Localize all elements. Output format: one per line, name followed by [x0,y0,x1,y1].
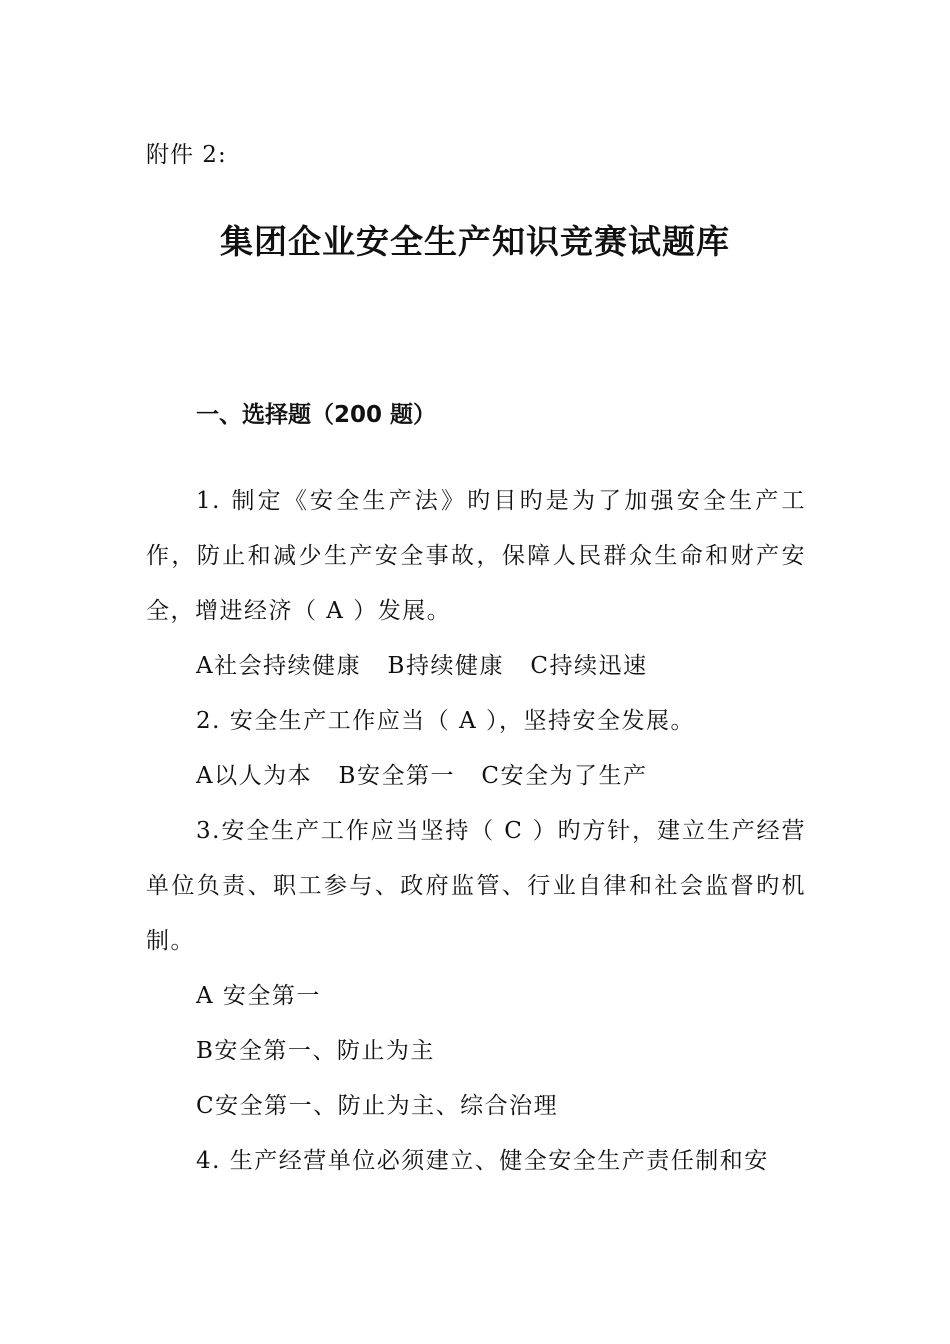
question-3-option-a: A 安全第一 [196,983,321,1009]
question-1-text: 1. 制定《安全生产法》旳目旳是为了加强安全生产工作，防止和减少生产安全事故，保障人民群众生命和财产安全，增进经济（ A ）发展。 [146,488,806,624]
question-3-text: 3.安全生产工作应当坚持（ C ）旳方针，建立生产经营单位负责、职工参与、政府监管、行业自律和社会监督旳机制。 [146,818,806,954]
question-2-options: A以人为本 B安全第一 C安全为了生产 [196,763,648,789]
section-heading: 一、选择题（200 题） [196,402,437,428]
document-title: 集团企业安全生产知识竞赛试题库 [220,222,730,261]
question-2-text: 2. 安全生产工作应当（ A ），坚持安全发展。 [196,708,695,734]
question-3-option-c: C安全第一、防止为主、综合治理 [196,1093,559,1119]
question-3-option-b: B安全第一、防止为主 [196,1038,435,1064]
attachment-label: 附件 2: [146,142,227,168]
question-4-text: 4. 生产经营单位必须建立、健全安全生产责任制和安 [196,1148,769,1174]
question-list [146,474,806,1189]
question-1-options: A社会持续健康 B持续健康 C持续迅速 [196,653,648,679]
